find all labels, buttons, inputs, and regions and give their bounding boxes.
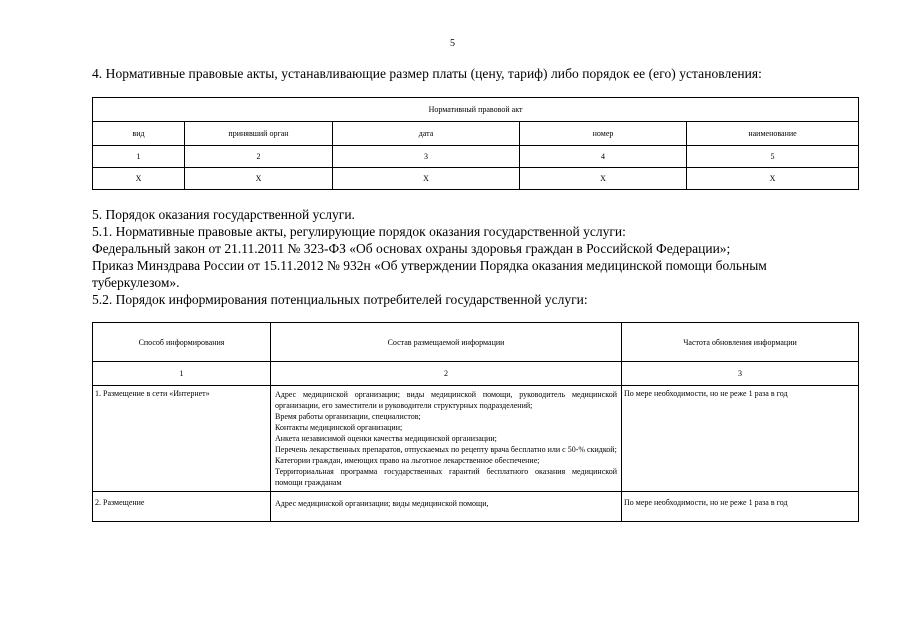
law-reference-2-cont: туберкулезом». bbox=[92, 275, 180, 290]
section-5-1-heading: 5.1. Нормативные правовые акты, регулирующие порядок оказания государственной услуги: bbox=[92, 224, 626, 239]
info-line: Перечень лекарственных препаратов, отпускаемых по рецепту врача бесплатно или с 50-% скидкой; bbox=[275, 445, 617, 454]
info-cell bbox=[271, 386, 622, 492]
table2-col-info: Состав размещаемой информации bbox=[271, 323, 622, 362]
page-number: 5 bbox=[450, 38, 455, 49]
info-line: Категории граждан, имеющих право на льготное лекарственное обеспечение; bbox=[275, 456, 540, 465]
table1-num-cell: 2 bbox=[185, 146, 333, 168]
info-line: Адрес медицинской организации; виды медицинской помощи, руководитель медицинской организации, его заместители и руководители структурных подразделений; bbox=[275, 390, 617, 410]
informing-table bbox=[92, 322, 859, 522]
table1-num-cell: 4 bbox=[520, 146, 687, 168]
table2-col-method: Способ информирования bbox=[93, 323, 271, 362]
info-line: Время работы организации, специалистов; bbox=[275, 412, 421, 421]
table1-value-cell: Х bbox=[333, 168, 520, 190]
table1-num-cell: 1 bbox=[93, 146, 185, 168]
table1-header: Нормативный правовой акт bbox=[93, 98, 859, 122]
table1-num-cell: 3 bbox=[333, 146, 520, 168]
info-line: Анкета независимой оценки качества медицинской организации; bbox=[275, 434, 497, 443]
table1-num-cell: 5 bbox=[687, 146, 859, 168]
table1-col-number: номер bbox=[520, 122, 687, 146]
table1-col-name: наименование bbox=[687, 122, 859, 146]
method-cell: 2. Размещение bbox=[93, 492, 271, 522]
info-line: Территориальная программа государственных гарантий бесплатного оказания медицинской помощи гражданам bbox=[275, 467, 617, 487]
info-cell: Адрес медицинской организации; виды медицинской помощи, bbox=[271, 492, 622, 522]
frequency-cell: По мере необходимости, но не реже 1 раза в год bbox=[622, 386, 859, 492]
table1-value-cell: Х bbox=[520, 168, 687, 190]
section-5-2-heading: 5.2. Порядок информирования потенциальных потребителей государственной услуги: bbox=[92, 292, 588, 307]
law-reference-1: Федеральный закон от 21.11.2011 № 323-ФЗ «Об основах охраны здоровья граждан в Российской Федерации»; bbox=[92, 241, 731, 256]
method-cell: 1. Размещение в сети «Интернет» bbox=[93, 386, 271, 492]
section-5-heading: 5. Порядок оказания государственной услуги. bbox=[92, 207, 355, 222]
table1-col-authority: принявший орган bbox=[185, 122, 333, 146]
table2-num-cell: 1 bbox=[93, 362, 271, 386]
law-reference-2: Приказ Минздрава России от 15.11.2012 № 932н «Об утверждении Порядка оказания медицинской помощи больным bbox=[92, 258, 767, 273]
table1-value-cell: Х bbox=[185, 168, 333, 190]
section-4-heading: 4. Нормативные правовые акты, устанавливающие размер платы (цену, тариф) либо порядок ее (его) установления: bbox=[92, 66, 762, 81]
table-row bbox=[93, 386, 859, 492]
table-row bbox=[93, 492, 859, 522]
table1-col-type: вид bbox=[93, 122, 185, 146]
table2-num-cell: 3 bbox=[622, 362, 859, 386]
table2-col-frequency: Частота обновления информации bbox=[622, 323, 859, 362]
table1-col-date: дата bbox=[333, 122, 520, 146]
table2-num-cell: 2 bbox=[271, 362, 622, 386]
table1-value-cell: Х bbox=[687, 168, 859, 190]
legal-acts-table bbox=[92, 97, 859, 190]
frequency-cell: По мере необходимости, но не реже 1 раза в год bbox=[622, 492, 859, 522]
info-line: Контакты медицинской организации; bbox=[275, 423, 403, 432]
table1-value-cell: Х bbox=[93, 168, 185, 190]
